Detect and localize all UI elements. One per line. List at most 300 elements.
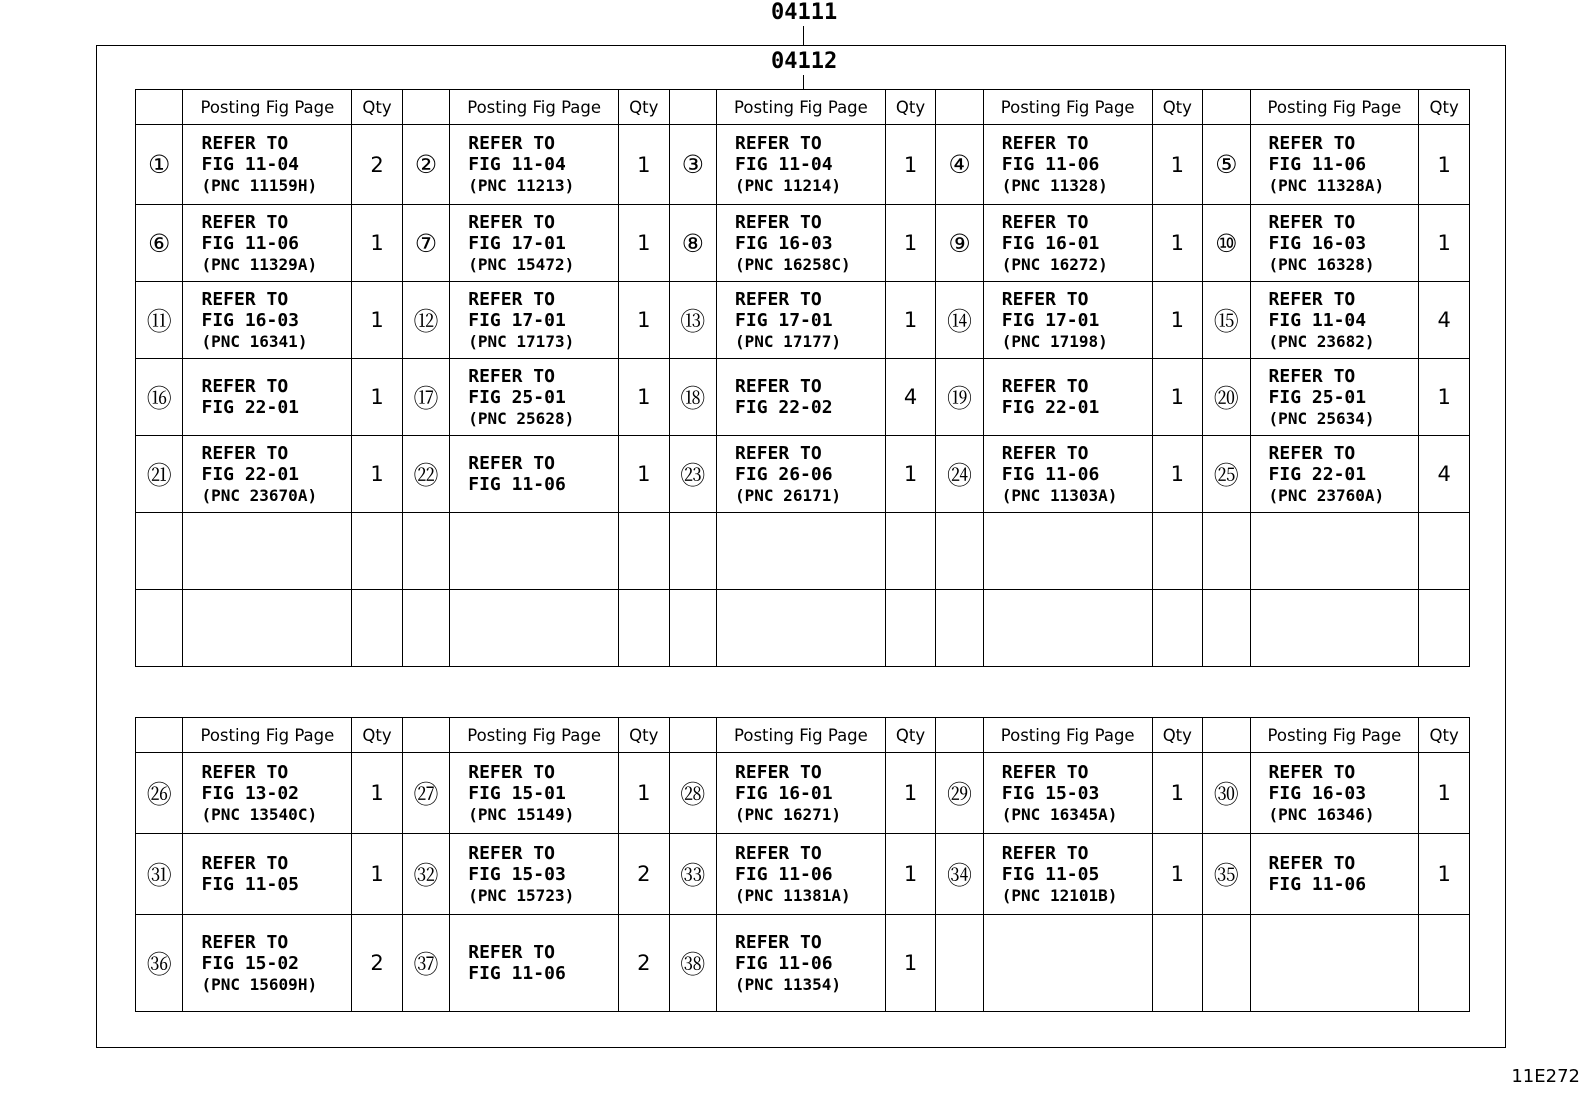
refer-to-text: REFER TO xyxy=(1268,288,1356,310)
part-number-circle: ⑰ xyxy=(402,359,449,436)
pnc-text: (PNC 25634) xyxy=(1268,408,1375,428)
fig-text: FIG 11-05 xyxy=(201,874,300,895)
fig-text: FIG 17-01 xyxy=(468,232,566,254)
reference-cell xyxy=(717,282,886,359)
part-number-circle xyxy=(669,513,716,590)
qty-value: 1 xyxy=(619,205,670,282)
qty-value: 1 xyxy=(619,125,670,205)
posting-fig-page-header: Posting Fig Page xyxy=(717,90,886,125)
pnc-text: (PNC 16341) xyxy=(201,331,308,351)
fig-text: FIG 16-01 xyxy=(1001,232,1100,254)
posting-fig-page-header: Posting Fig Page xyxy=(717,718,886,753)
refer-to-text: REFER TO xyxy=(201,133,289,154)
part-number-circle: ⑬ xyxy=(669,282,716,359)
part-number-circle: ㉓ xyxy=(669,436,716,513)
refer-to-text: REFER TO xyxy=(1268,442,1356,464)
reference-cell xyxy=(1250,915,1419,1012)
pnc-text: (PNC 25628) xyxy=(468,408,575,428)
refer-to-text: REFER TO xyxy=(735,376,822,397)
reference-cell xyxy=(717,359,886,436)
reference-cell xyxy=(183,359,352,436)
fig-text: FIG 25-01 xyxy=(1268,386,1367,408)
table-row xyxy=(136,359,1470,436)
refer-to-text: REFER TO xyxy=(1001,376,1089,397)
part-number-circle xyxy=(1203,915,1250,1012)
refer-to-text: REFER TO xyxy=(735,133,822,154)
refer-to-text: REFER TO xyxy=(735,931,822,953)
qty-value xyxy=(885,513,936,590)
part-number-circle: ⑯ xyxy=(136,359,183,436)
part-number-circle: ㉔ xyxy=(936,436,983,513)
part-number-circle xyxy=(402,513,449,590)
table-row xyxy=(136,436,1470,513)
table-row xyxy=(136,282,1470,359)
reference-cell xyxy=(450,915,619,1012)
reference-cell xyxy=(717,753,886,834)
fig-text: FIG 17-01 xyxy=(735,309,833,331)
index-header xyxy=(402,90,449,125)
refer-to-text: REFER TO xyxy=(735,761,822,783)
reference-cell xyxy=(983,834,1152,915)
refer-to-text: REFER TO xyxy=(1001,211,1089,233)
part-number-circle: ⑩ xyxy=(1203,205,1250,282)
pnc-text: (PNC 23682) xyxy=(1268,331,1375,351)
qty-value: 1 xyxy=(619,359,670,436)
reference-cell xyxy=(1250,834,1419,915)
fig-text: FIG 11-04 xyxy=(735,154,833,175)
index-header xyxy=(669,718,716,753)
refer-to-text: REFER TO xyxy=(1268,133,1356,154)
qty-value: 1 xyxy=(352,205,403,282)
reference-cell xyxy=(183,915,352,1012)
pnc-text: (PNC 15149) xyxy=(468,804,575,824)
qty-value: 1 xyxy=(885,834,936,915)
qty-value: 1 xyxy=(1419,205,1470,282)
part-number-circle xyxy=(402,590,449,667)
qty-value xyxy=(352,513,403,590)
qty-value xyxy=(885,590,936,667)
reference-cell xyxy=(983,359,1152,436)
fig-text: FIG 11-04 xyxy=(201,154,300,175)
reference-cell xyxy=(983,205,1152,282)
reference-cell xyxy=(983,125,1152,205)
reference-cell xyxy=(183,834,352,915)
refer-to-text: REFER TO xyxy=(468,288,555,310)
qty-value: 1 xyxy=(352,753,403,834)
refer-to-text: REFER TO xyxy=(468,842,555,864)
refer-to-text: REFER TO xyxy=(1001,288,1089,310)
fig-text: FIG 11-04 xyxy=(468,154,566,175)
pnc-text: (PNC 17173) xyxy=(468,331,575,351)
posting-fig-page-header: Posting Fig Page xyxy=(450,90,619,125)
table-row xyxy=(136,513,1470,590)
reference-cell xyxy=(717,513,886,590)
reference-cell xyxy=(983,915,1152,1012)
posting-fig-page-header: Posting Fig Page xyxy=(1250,718,1419,753)
refer-to-text: REFER TO xyxy=(735,288,822,310)
fig-text: FIG 22-02 xyxy=(735,397,833,418)
refer-to-text: REFER TO xyxy=(201,853,289,874)
qty-header: Qty xyxy=(619,90,670,125)
part-number-circle xyxy=(669,590,716,667)
reference-cell xyxy=(717,125,886,205)
qty-value: 1 xyxy=(619,753,670,834)
part-number-circle: ⑤ xyxy=(1203,125,1250,205)
reference-cell xyxy=(983,513,1152,590)
qty-value xyxy=(1152,513,1203,590)
part-number-circle: ⑲ xyxy=(936,359,983,436)
qty-value: 1 xyxy=(619,436,670,513)
fig-text: FIG 11-06 xyxy=(1001,463,1100,485)
index-header xyxy=(1203,718,1250,753)
index-header xyxy=(669,90,716,125)
part-number-circle: ㉒ xyxy=(402,436,449,513)
fig-text: FIG 22-01 xyxy=(201,397,300,418)
qty-value: 1 xyxy=(1152,282,1203,359)
pnc-text: (PNC 16345A) xyxy=(1001,804,1118,824)
qty-value xyxy=(619,513,670,590)
fig-text: FIG 16-03 xyxy=(735,232,833,254)
fig-text: FIG 11-06 xyxy=(1001,154,1100,175)
part-number-circle xyxy=(1203,513,1250,590)
index-header xyxy=(936,718,983,753)
reference-cell xyxy=(717,205,886,282)
qty-value: 1 xyxy=(885,753,936,834)
part-number-circle: ⑦ xyxy=(402,205,449,282)
part-number-circle: ㉑ xyxy=(136,436,183,513)
posting-fig-page-header: Posting Fig Page xyxy=(183,718,352,753)
qty-value: 1 xyxy=(885,915,936,1012)
part-number-circle: ㉞ xyxy=(936,834,983,915)
table-row xyxy=(136,590,1470,667)
pnc-text: (PNC 23760A) xyxy=(1268,485,1385,505)
refer-to-text: REFER TO xyxy=(1268,761,1356,783)
qty-header: Qty xyxy=(1419,718,1470,753)
refer-to-text: REFER TO xyxy=(735,442,822,464)
qty-header: Qty xyxy=(885,90,936,125)
reference-cell xyxy=(450,125,619,205)
posting-fig-page-header: Posting Fig Page xyxy=(450,718,619,753)
pnc-text: (PNC 15723) xyxy=(468,885,575,905)
qty-value: 1 xyxy=(885,205,936,282)
pnc-text: (PNC 11354) xyxy=(735,974,841,994)
refer-to-text: REFER TO xyxy=(1001,761,1089,783)
part-number-circle: ⑮ xyxy=(1203,282,1250,359)
refer-to-text: REFER TO xyxy=(1268,365,1356,387)
part-number-circle: ④ xyxy=(936,125,983,205)
refer-to-text: REFER TO xyxy=(468,453,555,474)
refer-to-text: REFER TO xyxy=(468,211,555,233)
table-row xyxy=(136,753,1470,834)
refer-to-text: REFER TO xyxy=(1268,211,1356,233)
refer-to-text: REFER TO xyxy=(201,761,289,783)
qty-value: 4 xyxy=(1419,436,1470,513)
fig-text: FIG 11-06 xyxy=(468,474,566,495)
pnc-text: (PNC 16272) xyxy=(1001,254,1108,274)
qty-value: 1 xyxy=(1152,359,1203,436)
fig-text: FIG 16-03 xyxy=(1268,232,1367,254)
part-number-circle xyxy=(936,915,983,1012)
part-number-circle: ㉕ xyxy=(1203,436,1250,513)
qty-value xyxy=(352,590,403,667)
reference-cell xyxy=(450,513,619,590)
fig-text: FIG 11-06 xyxy=(201,232,300,254)
pnc-text: (PNC 16271) xyxy=(735,804,841,824)
pnc-text: (PNC 17177) xyxy=(735,331,841,351)
fig-text: FIG 17-01 xyxy=(1001,309,1100,331)
part-number-circle: ㊳ xyxy=(669,915,716,1012)
refer-to-text: REFER TO xyxy=(201,288,289,310)
part-number-circle: ㊱ xyxy=(136,915,183,1012)
reference-cell xyxy=(983,590,1152,667)
leader-line-outer xyxy=(803,26,804,46)
fig-text: FIG 11-06 xyxy=(1268,874,1367,895)
fig-text: FIG 13-02 xyxy=(201,782,300,804)
qty-value: 1 xyxy=(1419,834,1470,915)
qty-value: 1 xyxy=(885,282,936,359)
part-number-circle: ㊲ xyxy=(402,915,449,1012)
part-number-circle xyxy=(936,590,983,667)
reference-cell xyxy=(183,513,352,590)
part-number-circle: ㉛ xyxy=(136,834,183,915)
qty-header: Qty xyxy=(885,718,936,753)
part-number-circle: ㉘ xyxy=(669,753,716,834)
part-number-circle xyxy=(136,590,183,667)
reference-cell xyxy=(717,590,886,667)
qty-value: 2 xyxy=(352,125,403,205)
qty-value xyxy=(1419,590,1470,667)
pnc-text: (PNC 15609H) xyxy=(201,974,318,994)
qty-value: 1 xyxy=(885,436,936,513)
part-number-circle: ㉖ xyxy=(136,753,183,834)
part-number-circle: ⑨ xyxy=(936,205,983,282)
posting-fig-page-header: Posting Fig Page xyxy=(983,718,1152,753)
refer-to-text: REFER TO xyxy=(468,942,555,963)
pnc-text: (PNC 16328) xyxy=(1268,254,1375,274)
index-header xyxy=(1203,90,1250,125)
part-number-circle: ⑫ xyxy=(402,282,449,359)
posting-fig-page-header: Posting Fig Page xyxy=(983,90,1152,125)
fig-text: FIG 22-01 xyxy=(1001,397,1100,418)
qty-value: 1 xyxy=(619,282,670,359)
reference-cell xyxy=(450,359,619,436)
reference-cell xyxy=(450,834,619,915)
qty-value: 1 xyxy=(352,436,403,513)
qty-value xyxy=(619,590,670,667)
qty-value: 1 xyxy=(1419,359,1470,436)
qty-value: 2 xyxy=(619,915,670,1012)
qty-value: 4 xyxy=(1419,282,1470,359)
table-row xyxy=(136,834,1470,915)
fig-text: FIG 11-06 xyxy=(735,863,833,885)
qty-header: Qty xyxy=(352,90,403,125)
reference-cell xyxy=(183,590,352,667)
qty-value: 1 xyxy=(1152,834,1203,915)
reference-table-1 xyxy=(135,89,1470,667)
qty-value: 1 xyxy=(1152,436,1203,513)
qty-value: 2 xyxy=(619,834,670,915)
table-row xyxy=(136,125,1470,205)
qty-value: 1 xyxy=(1152,753,1203,834)
posting-fig-page-header: Posting Fig Page xyxy=(183,90,352,125)
pnc-text: (PNC 16258C) xyxy=(735,254,851,274)
qty-value: 1 xyxy=(352,282,403,359)
reference-cell xyxy=(983,436,1152,513)
reference-cell xyxy=(1250,359,1419,436)
reference-cell xyxy=(1250,282,1419,359)
qty-value: 1 xyxy=(1152,125,1203,205)
reference-cell xyxy=(450,282,619,359)
qty-value: 1 xyxy=(1419,125,1470,205)
reference-table-2 xyxy=(135,717,1470,1012)
pnc-text: (PNC 17198) xyxy=(1001,331,1108,351)
reference-cell xyxy=(717,436,886,513)
qty-value xyxy=(1419,915,1470,1012)
reference-cell xyxy=(1250,590,1419,667)
fig-text: FIG 16-01 xyxy=(735,782,833,804)
qty-value: 1 xyxy=(885,125,936,205)
pnc-text: (PNC 11381A) xyxy=(735,885,851,905)
pnc-text: (PNC 11159H) xyxy=(201,176,318,195)
qty-value: 1 xyxy=(352,834,403,915)
fig-text: FIG 15-03 xyxy=(1001,782,1100,804)
fig-text: FIG 16-03 xyxy=(1268,782,1367,804)
reference-cell xyxy=(450,753,619,834)
part-number-circle: ㉟ xyxy=(1203,834,1250,915)
pnc-text: (PNC 23670A) xyxy=(201,485,318,505)
index-header xyxy=(402,718,449,753)
reference-cell xyxy=(183,125,352,205)
reference-cell xyxy=(183,205,352,282)
pnc-text: (PNC 12101B) xyxy=(1001,885,1118,905)
fig-text: FIG 15-01 xyxy=(468,782,566,804)
pnc-text: (PNC 15472) xyxy=(468,254,575,274)
refer-to-text: REFER TO xyxy=(735,842,822,864)
part-number-circle xyxy=(136,513,183,590)
reference-cell xyxy=(450,205,619,282)
posting-fig-page-header: Posting Fig Page xyxy=(1250,90,1419,125)
fig-text: FIG 25-01 xyxy=(468,386,566,408)
reference-cell xyxy=(1250,205,1419,282)
qty-header: Qty xyxy=(1152,90,1203,125)
part-number-circle: ⑧ xyxy=(669,205,716,282)
part-number-circle: ③ xyxy=(669,125,716,205)
reference-cell xyxy=(717,834,886,915)
reference-cell xyxy=(183,753,352,834)
part-number-circle: ⑪ xyxy=(136,282,183,359)
refer-to-text: REFER TO xyxy=(468,133,555,154)
qty-value xyxy=(1152,915,1203,1012)
part-number-circle: ① xyxy=(136,125,183,205)
refer-to-text: REFER TO xyxy=(1001,842,1089,864)
qty-header: Qty xyxy=(1419,90,1470,125)
part-number-circle: ㉙ xyxy=(936,753,983,834)
part-number-circle xyxy=(936,513,983,590)
fig-text: FIG 11-06 xyxy=(735,952,833,974)
reference-cell xyxy=(1250,436,1419,513)
fig-text: FIG 22-01 xyxy=(1268,463,1367,485)
table-row xyxy=(136,205,1470,282)
part-number-circle: ㉚ xyxy=(1203,753,1250,834)
index-header xyxy=(936,90,983,125)
pnc-text: (PNC 11214) xyxy=(735,176,841,195)
pnc-text: (PNC 11328) xyxy=(1001,176,1108,195)
reference-cell xyxy=(183,282,352,359)
index-header xyxy=(136,718,183,753)
leader-line-inner xyxy=(803,75,804,89)
fig-text: FIG 16-03 xyxy=(201,309,300,331)
qty-header: Qty xyxy=(352,718,403,753)
fig-text: FIG 11-04 xyxy=(1268,309,1367,331)
table-row xyxy=(136,915,1470,1012)
reference-cell xyxy=(717,915,886,1012)
fig-text: FIG 11-06 xyxy=(1268,154,1367,175)
qty-value: 2 xyxy=(352,915,403,1012)
fig-text: FIG 11-06 xyxy=(468,963,566,984)
refer-to-text: REFER TO xyxy=(1268,853,1356,874)
refer-to-text: REFER TO xyxy=(201,931,289,953)
qty-header: Qty xyxy=(619,718,670,753)
pnc-text: (PNC 11303A) xyxy=(1001,485,1118,505)
fig-text: FIG 15-03 xyxy=(468,863,566,885)
pnc-text: (PNC 11329A) xyxy=(201,254,318,274)
qty-value xyxy=(1152,590,1203,667)
reference-cell xyxy=(983,282,1152,359)
header-row xyxy=(136,90,1470,125)
part-number-circle: ㉗ xyxy=(402,753,449,834)
part-number-circle: ⑱ xyxy=(669,359,716,436)
part-number-circle: ㉝ xyxy=(669,834,716,915)
reference-cell xyxy=(450,436,619,513)
qty-value: 1 xyxy=(352,359,403,436)
fig-text: FIG 15-02 xyxy=(201,952,300,974)
reference-cell xyxy=(1250,513,1419,590)
index-header xyxy=(136,90,183,125)
refer-to-text: REFER TO xyxy=(201,442,289,464)
part-number-circle: ㉜ xyxy=(402,834,449,915)
refer-to-text: REFER TO xyxy=(201,376,289,397)
part-number-circle: ⑥ xyxy=(136,205,183,282)
fig-text: FIG 26-06 xyxy=(735,463,833,485)
part-number-circle: ② xyxy=(402,125,449,205)
refer-to-text: REFER TO xyxy=(735,211,822,233)
qty-header: Qty xyxy=(1152,718,1203,753)
part-number-circle xyxy=(1203,590,1250,667)
reference-cell xyxy=(983,753,1152,834)
refer-to-text: REFER TO xyxy=(201,211,289,233)
qty-value: 1 xyxy=(1152,205,1203,282)
qty-value xyxy=(1419,513,1470,590)
reference-cell xyxy=(450,590,619,667)
part-number-circle: ⑳ xyxy=(1203,359,1250,436)
pnc-text: (PNC 26171) xyxy=(735,485,841,505)
pnc-text: (PNC 11328A) xyxy=(1268,176,1385,195)
pnc-text: (PNC 13540C) xyxy=(201,804,318,824)
fig-text: FIG 17-01 xyxy=(468,309,566,331)
pnc-text: (PNC 11213) xyxy=(468,176,575,195)
label-04112: 04112 xyxy=(771,49,838,74)
fig-text: FIG 11-05 xyxy=(1001,863,1100,885)
qty-value: 1 xyxy=(1419,753,1470,834)
refer-to-text: REFER TO xyxy=(468,761,555,783)
refer-to-text: REFER TO xyxy=(468,365,555,387)
pnc-text: (PNC 16346) xyxy=(1268,804,1375,824)
figure-code: 11E272 xyxy=(1511,1066,1580,1087)
reference-cell xyxy=(183,436,352,513)
qty-value: 4 xyxy=(885,359,936,436)
refer-to-text: REFER TO xyxy=(1001,442,1089,464)
header-row xyxy=(136,718,1470,753)
